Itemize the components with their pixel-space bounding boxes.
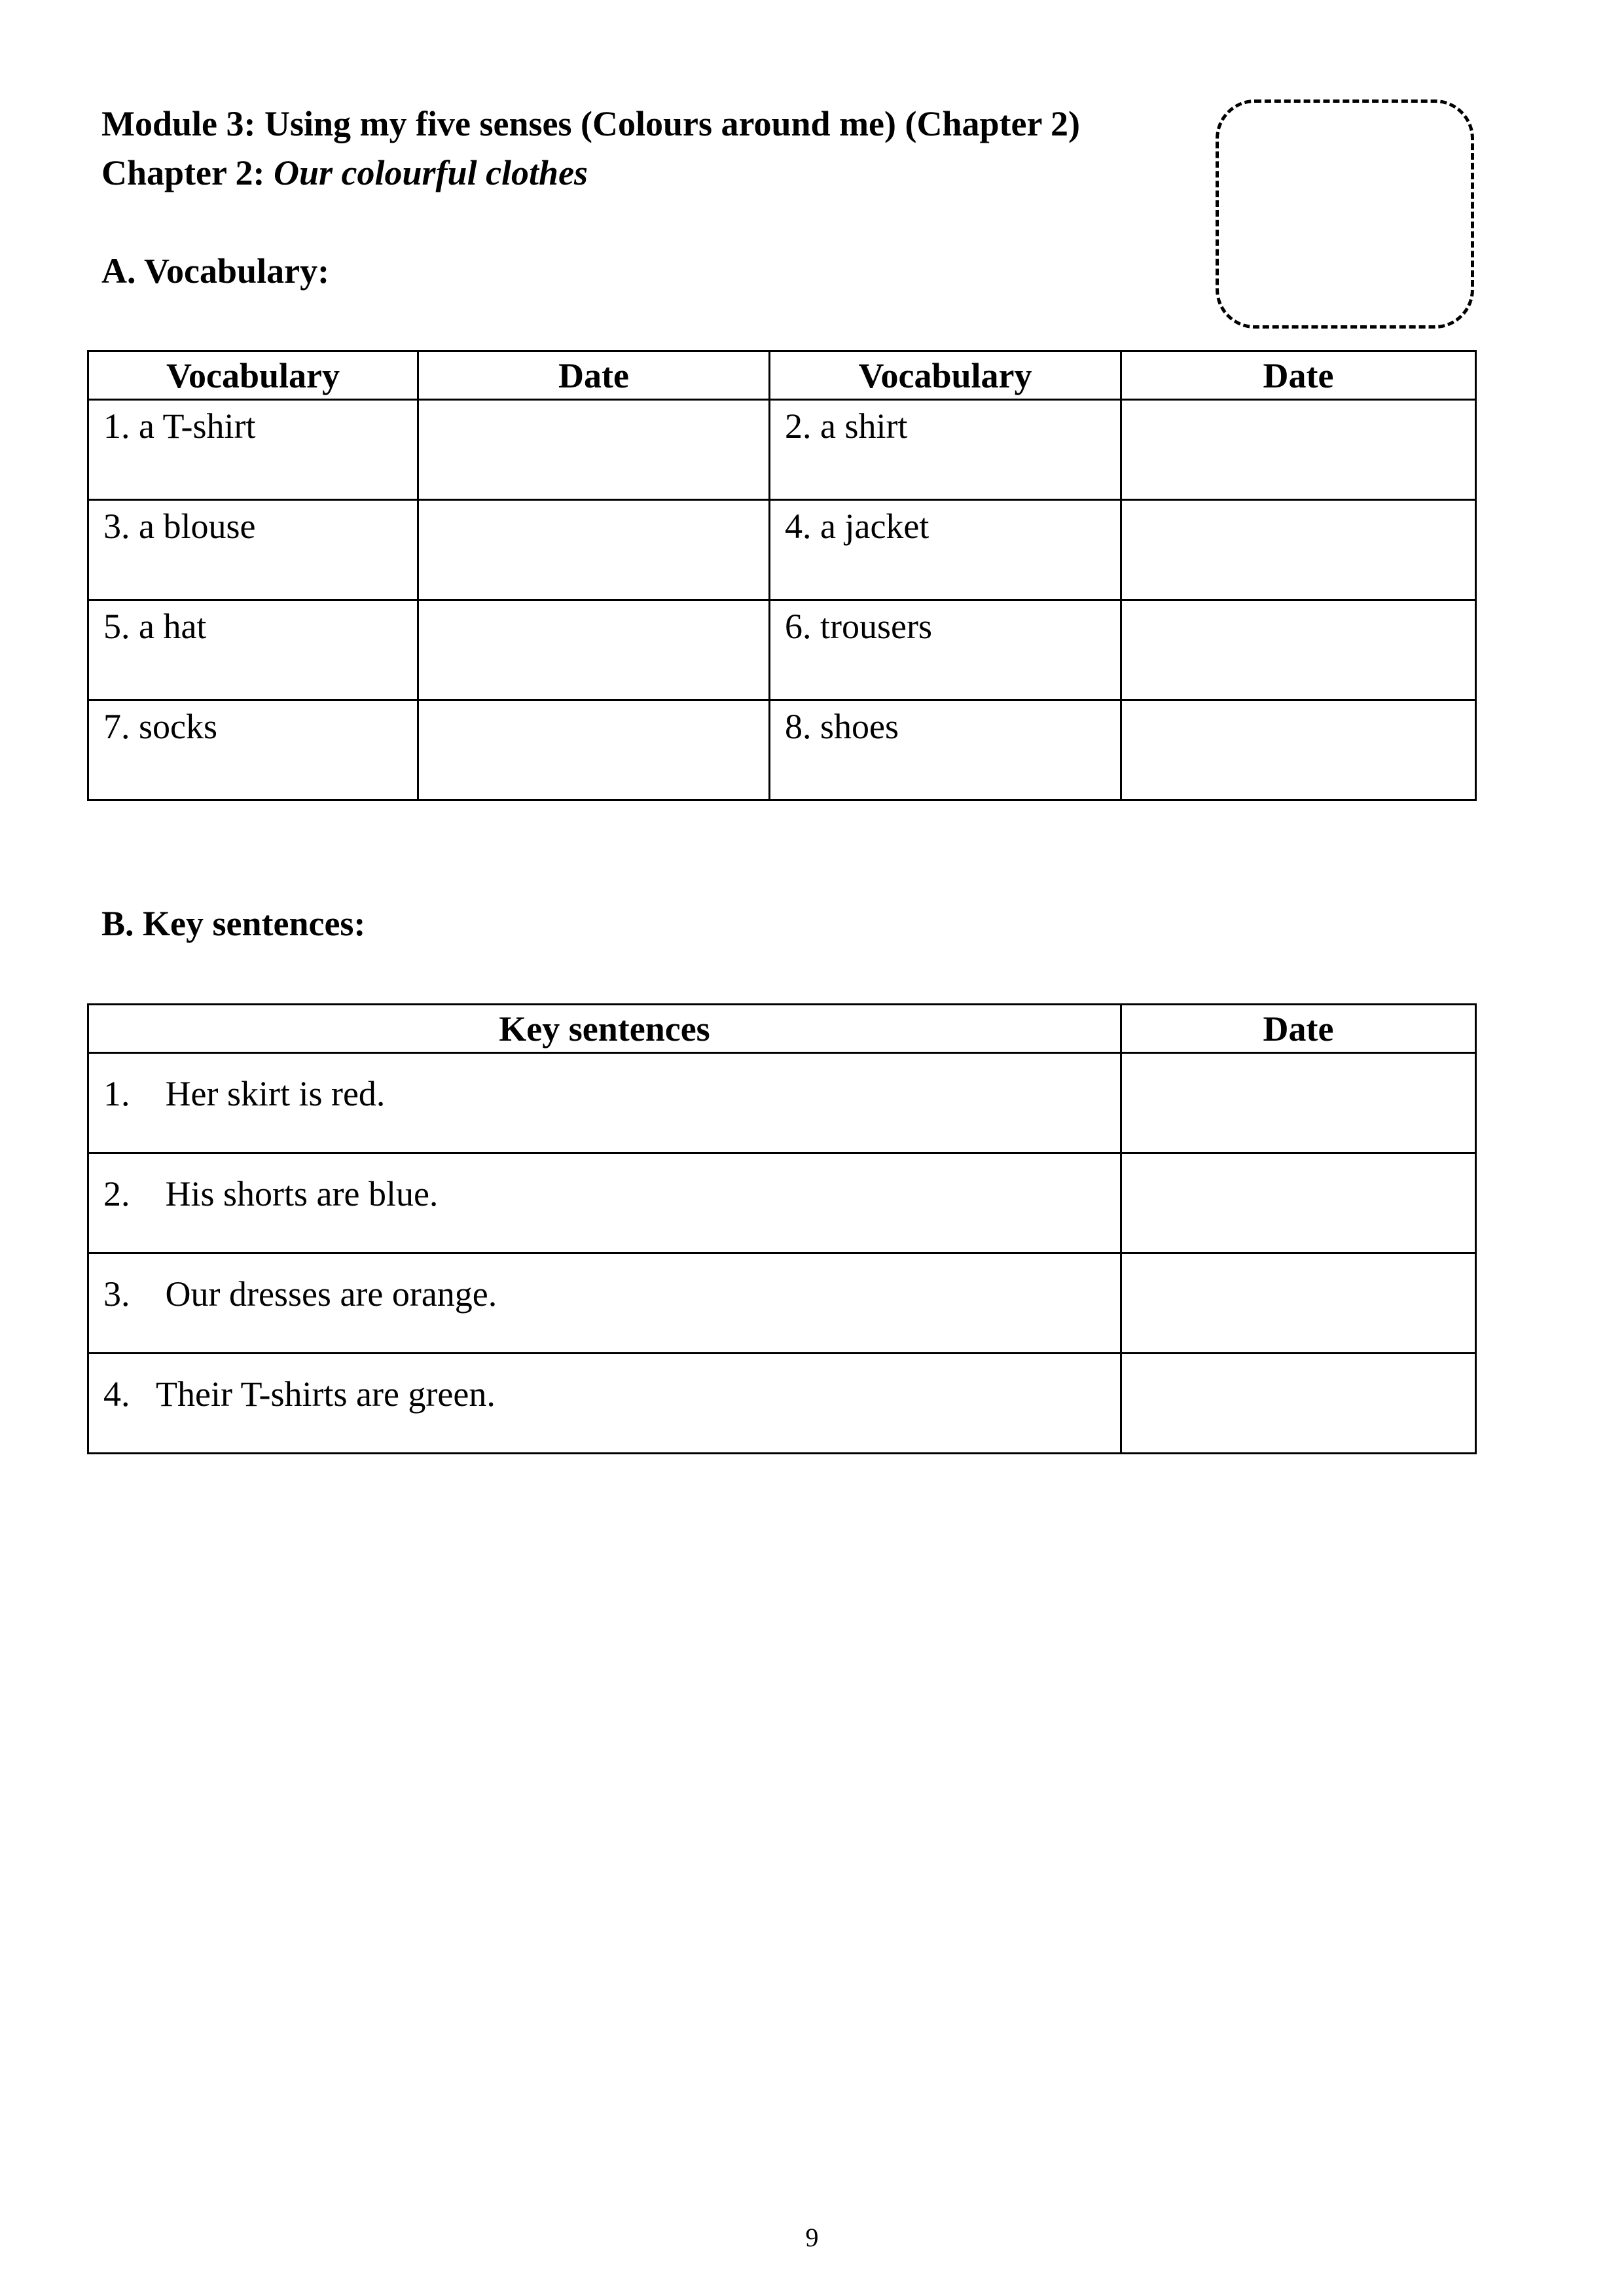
- vocabulary-table-header: [88, 351, 1476, 400]
- table-row: [88, 500, 1476, 600]
- date-cell[interactable]: [1121, 600, 1476, 700]
- date-cell[interactable]: [1121, 500, 1476, 600]
- key-sentence: 2. His shorts are blue.: [103, 1174, 439, 1213]
- header-vocabulary: Vocabulary: [770, 351, 1121, 400]
- date-cell[interactable]: [418, 600, 770, 700]
- table-row: [88, 400, 1476, 500]
- sentence-cell: [88, 1354, 1121, 1454]
- table-row: [88, 600, 1476, 700]
- vocab-cell: [88, 700, 418, 800]
- table-row: [88, 700, 1476, 800]
- section-b-title: B. Key sentences:: [101, 904, 366, 943]
- key-sentence: 3. Our dresses are orange.: [103, 1274, 497, 1314]
- vocab-cell: [88, 500, 418, 600]
- vocab-word: 3. a blouse: [103, 507, 256, 546]
- stamp-box: [1216, 99, 1474, 329]
- date-value: [419, 501, 768, 506]
- sentence-cell: [88, 1253, 1121, 1354]
- date-value: [419, 601, 768, 606]
- date-cell[interactable]: [1121, 1354, 1476, 1454]
- table-row: [88, 1354, 1476, 1454]
- date-value: [1122, 1054, 1475, 1073]
- table-row: [88, 1053, 1476, 1153]
- date-value: [1122, 401, 1475, 406]
- header-date: Date: [418, 351, 770, 400]
- chapter-title: [101, 154, 588, 192]
- key-sentences-table-header: [88, 1005, 1476, 1053]
- vocab-cell: [770, 700, 1121, 800]
- chapter-name: Our colourful clothes: [274, 153, 588, 192]
- date-value: [1122, 501, 1475, 506]
- date-cell[interactable]: [418, 400, 770, 500]
- table-row: [88, 1153, 1476, 1253]
- vocab-word: 2. a shirt: [785, 406, 908, 446]
- date-value: [419, 401, 768, 406]
- date-value: [1122, 1254, 1475, 1274]
- vocab-cell: [88, 600, 418, 700]
- date-cell[interactable]: [1121, 1153, 1476, 1253]
- vocabulary-table: [87, 350, 1477, 801]
- key-sentence: 1. Her skirt is red.: [103, 1074, 386, 1113]
- vocab-word: 1. a T-shirt: [103, 406, 256, 446]
- vocab-word: 6. trousers: [785, 607, 932, 646]
- table-row: [88, 1253, 1476, 1354]
- vocab-word: 4. a jacket: [785, 507, 929, 546]
- date-cell[interactable]: [418, 700, 770, 800]
- sentence-cell: [88, 1153, 1121, 1253]
- key-sentences-table: [87, 1003, 1477, 1454]
- section-a-title: A. Vocabulary:: [101, 251, 330, 291]
- vocab-word: 5. a hat: [103, 607, 207, 646]
- chapter-label: Chapter 2:: [101, 153, 265, 192]
- vocab-cell: [770, 600, 1121, 700]
- date-value: [1122, 601, 1475, 606]
- date-value: [419, 701, 768, 706]
- date-value: [1122, 1154, 1475, 1174]
- date-cell[interactable]: [1121, 1253, 1476, 1354]
- header-date: Date: [1121, 351, 1476, 400]
- vocab-cell: [770, 400, 1121, 500]
- header-vocabulary: Vocabulary: [88, 351, 418, 400]
- header-date: Date: [1121, 1005, 1476, 1053]
- date-cell[interactable]: [1121, 1053, 1476, 1153]
- header-key-sentences: Key sentences: [88, 1005, 1121, 1053]
- module-title: Module 3: Using my five senses (Colours around me) (Chapter 2): [101, 104, 1080, 143]
- key-sentence: 4. Their T-shirts are green.: [103, 1374, 496, 1414]
- vocab-cell: [88, 400, 418, 500]
- vocab-word: 7. socks: [103, 707, 217, 746]
- date-cell[interactable]: [418, 500, 770, 600]
- page-number: 9: [805, 2223, 819, 2252]
- date-value: [1122, 1354, 1475, 1374]
- sentence-cell: [88, 1053, 1121, 1153]
- date-value: [1122, 701, 1475, 706]
- vocab-cell: [770, 500, 1121, 600]
- date-cell[interactable]: [1121, 700, 1476, 800]
- date-cell[interactable]: [1121, 400, 1476, 500]
- vocab-word: 8. shoes: [785, 707, 899, 746]
